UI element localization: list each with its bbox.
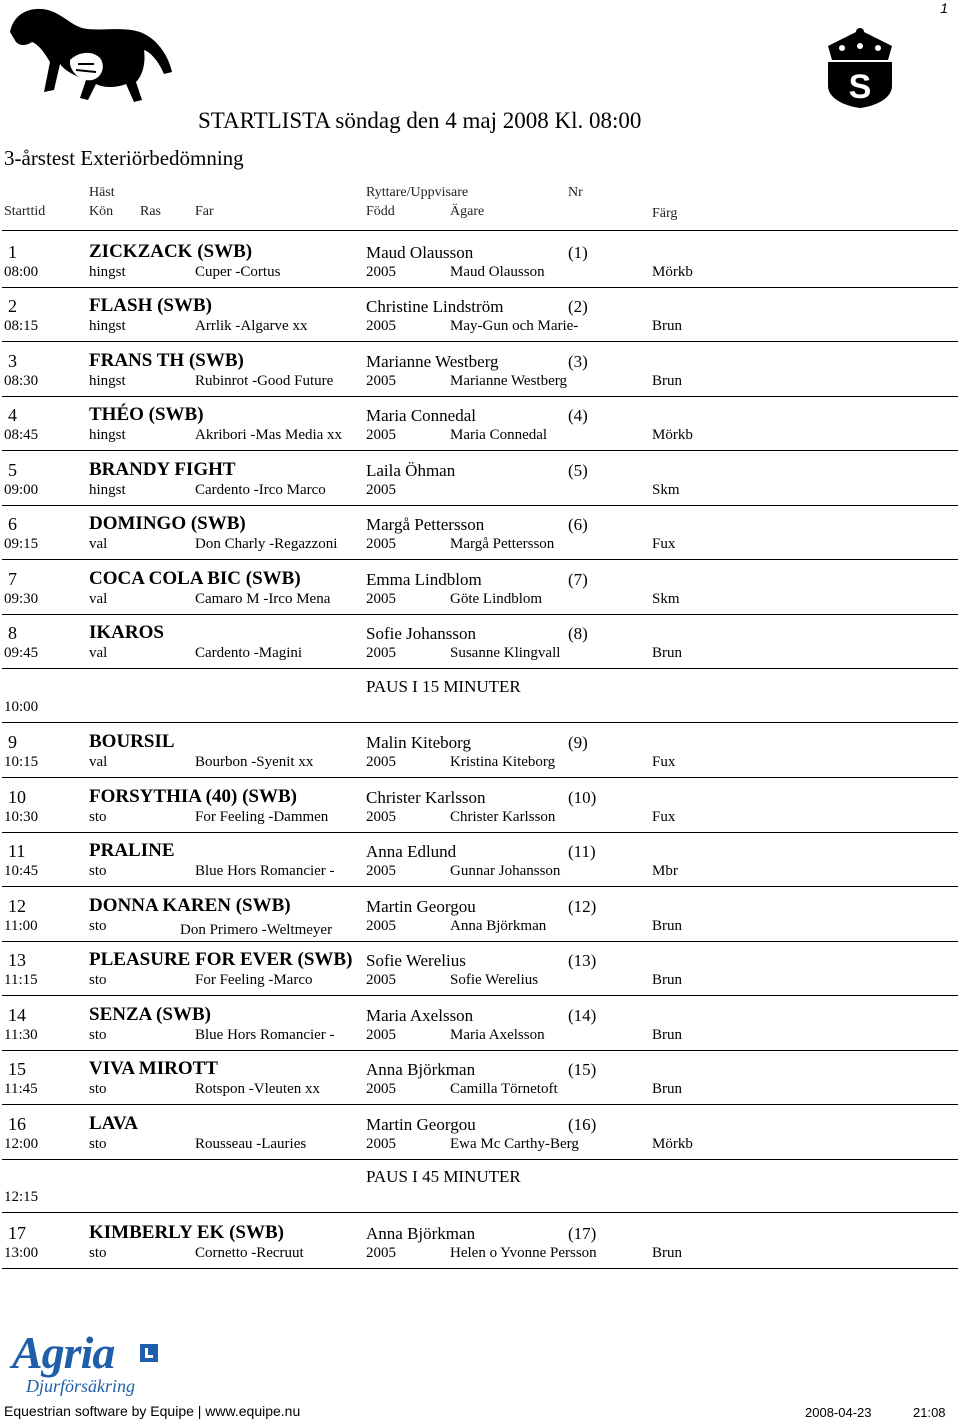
horse-colour: Fux (652, 754, 676, 770)
horse-name: ZICKZACK (SWB) (89, 241, 253, 262)
header-nr: Nr (568, 185, 583, 200)
start-number: 12 (8, 896, 26, 916)
rider-number: (9) (568, 733, 588, 752)
start-time: 08:00 (4, 264, 39, 280)
horse-sire: Camaro M -Irco Mena (195, 591, 331, 607)
horse-colour: Brun (652, 1027, 682, 1043)
row-divider (2, 287, 958, 288)
owner-name: Helen o Yvonne Persson (450, 1245, 597, 1261)
birth-year: 2005 (366, 318, 396, 334)
row-divider (2, 559, 958, 560)
rider-number: (12) (568, 897, 597, 916)
header-agare: Ägare (450, 204, 485, 219)
pause-label: PAUS I 15 MINUTER (366, 677, 521, 696)
start-time: 09:15 (4, 536, 39, 552)
rider-name: Malin Kiteborg (366, 733, 471, 752)
owner-name: May-Gun och Marie- (450, 318, 579, 334)
footer-time: 21:08 (913, 1405, 946, 1420)
horse-sire: Cardento -Irco Marco (195, 482, 326, 498)
start-number: 8 (8, 623, 17, 643)
agria-tagline: Djurförsäkring (26, 1376, 136, 1396)
horse-sex: hingst (89, 264, 126, 280)
horse-colour: Brun (652, 645, 682, 661)
row-divider (2, 777, 958, 778)
owner-name: Maria Connedal (450, 427, 548, 443)
birth-year: 2005 (366, 1245, 396, 1261)
agria-square-icon (140, 1344, 158, 1362)
rider-number: (2) (568, 297, 588, 316)
birth-year: 2005 (366, 1027, 396, 1043)
row-divider (2, 450, 958, 451)
start-time: 13:00 (4, 1245, 39, 1261)
birth-year: 2005 (366, 918, 396, 934)
crest-letter: S (848, 68, 872, 106)
horse-sex: sto (89, 863, 107, 879)
horse-sex: sto (89, 1081, 107, 1097)
horse-sire: Rotspon -Vleuten xx (195, 1081, 320, 1097)
start-number: 14 (8, 1005, 26, 1025)
horse-name: BRANDY FIGHT (89, 459, 236, 480)
birth-year: 2005 (366, 754, 396, 770)
horse-name: KIMBERLY EK (SWB) (89, 1222, 284, 1243)
owner-name: Göte Lindblom (450, 591, 543, 607)
start-number: 10 (8, 787, 26, 807)
owner-name: Kristina Kiteborg (450, 754, 556, 770)
start-time: 10:30 (4, 809, 39, 825)
horse-sex: sto (89, 1027, 107, 1043)
rider-name: Anna Björkman (366, 1060, 476, 1079)
birth-year: 2005 (366, 809, 396, 825)
horse-colour: Brun (652, 918, 682, 934)
birth-year: 2005 (366, 1081, 396, 1097)
rider-name: Christer Karlsson (366, 788, 486, 807)
horse-colour: Brun (652, 1245, 682, 1261)
horse-colour: Brun (652, 1081, 682, 1097)
horse-sex: hingst (89, 482, 126, 498)
rider-number: (17) (568, 1224, 597, 1243)
rider-number: (15) (568, 1060, 597, 1079)
owner-name: Maud Olausson (450, 264, 545, 280)
birth-year: 2005 (366, 482, 396, 498)
start-time: 11:45 (4, 1081, 38, 1097)
horse-name: DOMINGO (SWB) (89, 513, 246, 534)
row-divider (2, 614, 958, 615)
rider-name: Maud Olausson (366, 243, 474, 262)
start-time: 11:15 (4, 972, 38, 988)
birth-year: 2005 (366, 536, 396, 552)
owner-name: Camilla Törnetoft (450, 1081, 558, 1097)
agria-wordmark: Agria (12, 1327, 115, 1378)
rider-number: (10) (568, 788, 597, 807)
header-kon: Kön (89, 204, 114, 219)
horse-sire: For Feeling -Marco (195, 972, 313, 988)
horse-name: FLASH (SWB) (89, 295, 212, 316)
owner-name: Gunnar Johansson (450, 863, 561, 879)
rider-name: Christine Lindström (366, 297, 504, 316)
row-divider (2, 941, 958, 942)
row-divider (2, 1050, 958, 1051)
owner-name: Maria Axelsson (450, 1027, 545, 1043)
horse-name: VIVA MIROTT (89, 1058, 218, 1079)
header-ryttare: Ryttare/Uppvisare (366, 185, 469, 200)
birth-year: 2005 (366, 264, 396, 280)
start-number: 4 (8, 405, 17, 425)
start-number: 17 (8, 1223, 26, 1243)
horse-name: SENZA (SWB) (89, 1004, 211, 1025)
horse-sire: Arrlik -Algarve xx (195, 318, 308, 334)
rider-name: Sofie Johansson (366, 624, 477, 643)
birth-year: 2005 (366, 427, 396, 443)
row-divider (2, 505, 958, 506)
start-number: 15 (8, 1059, 26, 1079)
start-time: 09:30 (4, 591, 39, 607)
horse-colour: Brun (652, 972, 682, 988)
horse-sex: sto (89, 1136, 107, 1152)
row-divider (2, 396, 958, 397)
page-subtitle: 3-årstest Exteriörbedömning (4, 146, 244, 170)
horse-sire: Bourbon -Syenit xx (195, 754, 314, 770)
owner-name: Christer Karlsson (450, 809, 556, 825)
rider-number: (7) (568, 570, 588, 589)
horse-name: IKAROS (89, 622, 164, 643)
horse-sire: For Feeling -Dammen (195, 809, 329, 825)
rider-name: Emma Lindblom (366, 570, 482, 589)
pause-time: 12:15 (4, 1189, 39, 1205)
owner-name: Marianne Westberg (450, 373, 567, 389)
horse-name: THÉO (SWB) (89, 404, 204, 425)
horse-sire: Cuper -Cortus (195, 264, 281, 280)
birth-year: 2005 (366, 1136, 396, 1152)
pause-label: PAUS I 45 MINUTER (366, 1167, 521, 1186)
owner-name: Susanne Klingvall (450, 645, 561, 661)
horse-sex: hingst (89, 373, 126, 389)
owner-name: Sofie Werelius (450, 972, 539, 988)
row-divider (2, 668, 958, 669)
rider-number: (5) (568, 461, 588, 480)
start-time: 08:15 (4, 318, 39, 334)
horse-sex: sto (89, 1245, 107, 1261)
horse-colour: Mbr (652, 863, 678, 879)
start-time: 10:15 (4, 754, 39, 770)
row-divider (2, 886, 958, 887)
horse-sire: Rousseau -Lauries (195, 1136, 307, 1152)
row-divider (2, 341, 958, 342)
row-divider (2, 995, 958, 996)
horse-colour: Mörkb (652, 264, 693, 280)
horse-name: BOURSIL (89, 731, 175, 752)
rider-number: (16) (568, 1115, 597, 1134)
start-number: 5 (8, 460, 17, 480)
header-fodd: Född (366, 204, 395, 219)
horse-colour: Brun (652, 373, 682, 389)
horse-sire: Akribori -Mas Media xx (195, 427, 343, 443)
rider-name: Martin Georgou (366, 897, 476, 916)
start-number: 9 (8, 732, 17, 752)
horse-sex: val (89, 591, 108, 607)
start-number: 16 (8, 1114, 26, 1134)
horse-colour: Fux (652, 536, 676, 552)
start-number: 1 (8, 242, 17, 262)
owner-name: Margå Pettersson (450, 536, 555, 552)
rider-number: (11) (568, 842, 596, 861)
horse-sex: sto (89, 809, 107, 825)
pause-divider (2, 1212, 958, 1213)
footer-date: 2008-04-23 (805, 1405, 872, 1420)
start-number: 7 (8, 569, 17, 589)
horse-colour: Mörkb (652, 427, 693, 443)
birth-year: 2005 (366, 373, 396, 389)
horse-sire: Blue Hors Romancier - (195, 1027, 335, 1043)
horse-name: PRALINE (89, 840, 175, 861)
rider-number: (6) (568, 515, 588, 534)
horse-colour: Mörkb (652, 1136, 693, 1152)
start-time: 09:45 (4, 645, 39, 661)
horse-logo (4, 2, 176, 106)
horse-colour: Skm (652, 591, 680, 607)
start-number: 2 (8, 296, 17, 316)
horse-colour: Brun (652, 318, 682, 334)
rider-number: (3) (568, 352, 588, 371)
pause-divider (2, 722, 958, 723)
row-divider (2, 1268, 958, 1269)
horse-name: LAVA (89, 1113, 138, 1134)
start-number: 11 (8, 841, 26, 861)
horse-colour: Fux (652, 809, 676, 825)
start-time: 11:00 (4, 918, 38, 934)
horse-sex: val (89, 754, 108, 770)
rider-name: Sofie Werelius (366, 951, 466, 970)
start-number: 6 (8, 514, 17, 534)
agria-logo (12, 1326, 167, 1398)
rider-number: (4) (568, 406, 588, 425)
start-time: 12:00 (4, 1136, 39, 1152)
horse-colour: Skm (652, 482, 680, 498)
header-far: Far (195, 204, 214, 219)
horse-sex: val (89, 536, 108, 552)
rider-name: Anna Björkman (366, 1224, 476, 1243)
birth-year: 2005 (366, 972, 396, 988)
horse-name: FORSYTHIA (40) (SWB) (89, 786, 297, 807)
start-number: 3 (8, 351, 17, 371)
rider-name: Maria Axelsson (366, 1006, 474, 1025)
start-time: 08:30 (4, 373, 39, 389)
header-ras: Ras (140, 204, 161, 219)
horse-name: DONNA KAREN (SWB) (89, 895, 291, 916)
header-divider (2, 230, 958, 231)
owner-name: Ewa Mc Carthy-Berg (450, 1136, 579, 1152)
horse-sex: hingst (89, 318, 126, 334)
start-time: 08:45 (4, 427, 39, 443)
horse-sex: val (89, 645, 108, 661)
horse-sire: Don Charly -Regazzoni (195, 536, 338, 552)
page-title: STARTLISTA söndag den 4 maj 2008 Kl. 08:00 (198, 108, 642, 133)
rider-number: (8) (568, 624, 588, 643)
owner-name: Anna Björkman (450, 918, 547, 934)
pause-time: 10:00 (4, 699, 39, 715)
rider-name: Laila Öhman (366, 461, 456, 480)
birth-year: 2005 (366, 591, 396, 607)
horse-sire: Cardento -Magini (195, 645, 303, 661)
horse-name: PLEASURE FOR EVER (SWB) (89, 949, 353, 970)
footer-software: Equestrian software by Equipe | www.equipe.nu (4, 1403, 301, 1419)
page-number: 1 (940, 0, 948, 16)
birth-year: 2005 (366, 645, 396, 661)
horse-sex: sto (89, 918, 107, 934)
start-number: 13 (8, 950, 26, 970)
header-farg: Färg (652, 206, 678, 221)
horse-name: FRANS TH (SWB) (89, 350, 244, 371)
rider-number: (13) (568, 951, 597, 970)
start-time: 10:45 (4, 863, 39, 879)
horse-sex: sto (89, 972, 107, 988)
horse-sire: Rubinrot -Good Future (195, 373, 334, 389)
header-starttid: Starttid (4, 204, 46, 219)
start-time: 11:30 (4, 1027, 38, 1043)
horse-sire: Blue Hors Romancier - (195, 863, 335, 879)
rider-name: Marianne Westberg (366, 352, 499, 371)
header-hast: Häst (89, 185, 115, 200)
horse-name: COCA COLA BIC (SWB) (89, 568, 301, 589)
rider-number: (14) (568, 1006, 597, 1025)
rider-number: (1) (568, 243, 588, 262)
horse-sex: hingst (89, 427, 126, 443)
rider-name: Margå Pettersson (366, 515, 485, 534)
row-divider (2, 1159, 958, 1160)
rider-name: Maria Connedal (366, 406, 476, 425)
rider-name: Anna Edlund (366, 842, 457, 861)
birth-year: 2005 (366, 863, 396, 879)
horse-sire: Don Primero -Weltmeyer (180, 922, 333, 938)
row-divider (2, 832, 958, 833)
rider-name: Martin Georgou (366, 1115, 476, 1134)
horse-sire: Cornetto -Recruut (195, 1245, 304, 1261)
crest-logo (822, 24, 898, 108)
row-divider (2, 1104, 958, 1105)
start-time: 09:00 (4, 482, 39, 498)
